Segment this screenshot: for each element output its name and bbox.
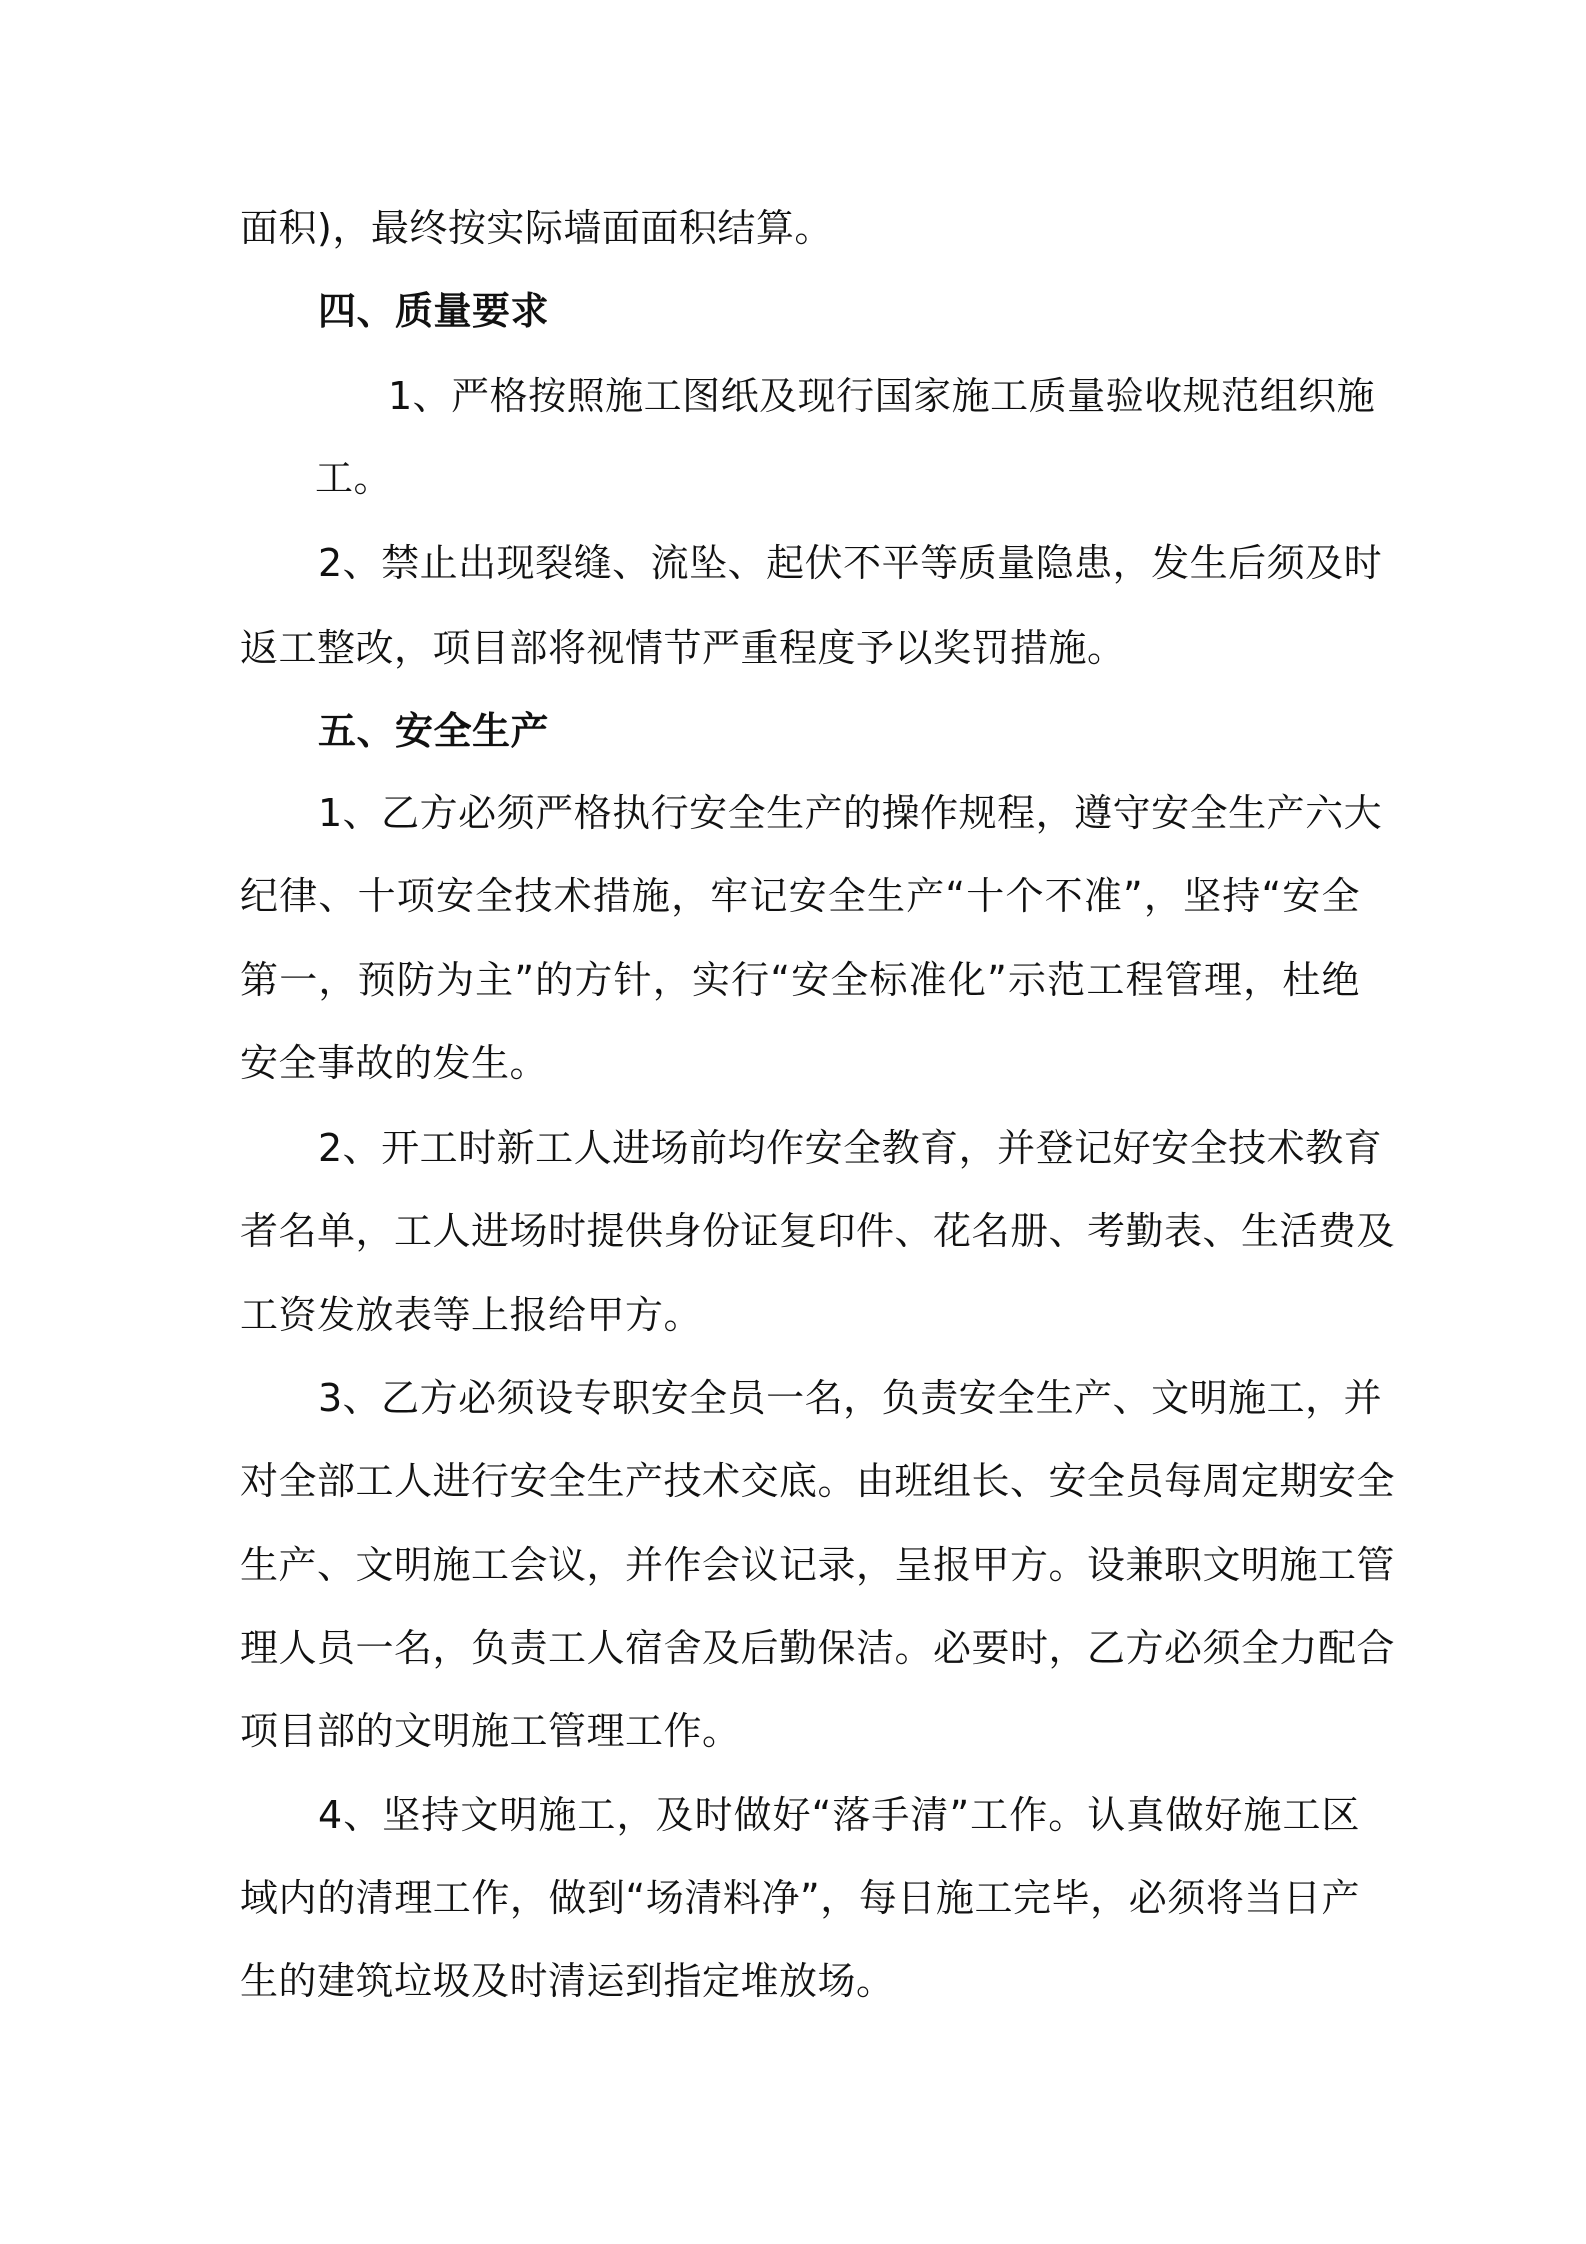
text-line: 面积)，最终按实际墙面面积结算。 (240, 206, 833, 250)
text-line: 理人员一名，负责工人宿舍及后勤保洁。必要时，乙方必须全力配合 (240, 1626, 1396, 1670)
text-line: 2、禁止出现裂缝、流坠、起伏不平等质量隐患，发生后须及时 (318, 541, 1383, 585)
text-line: 项目部的文明施工管理工作。 (240, 1709, 741, 1753)
text-line: 返工整改，项目部将视情节严重程度予以奖罚措施。 (240, 626, 1126, 670)
text-line: 生产、文明施工会议，并作会议记录，呈报甲方。设兼职文明施工管 (240, 1543, 1396, 1587)
text-line: 2、开工时新工人进场前均作安全教育，并登记好安全技术教育 (318, 1126, 1383, 1170)
text-line: 生的建筑垃圾及时清运到指定堆放场。 (240, 1959, 895, 2003)
text-line: 纪律、十项安全技术措施，牢记安全生产“十个不准”，坚持“安全 (240, 874, 1360, 918)
text-line: 3、乙方必须设专职安全员一名，负责安全生产、文明施工，并 (318, 1376, 1383, 1420)
section-heading-quality: 四、质量要求 (318, 289, 550, 333)
text-line: 4、坚持文明施工，及时做好“落手清”工作。认真做好施工区 (318, 1793, 1360, 1837)
text-line: 工。 (315, 456, 393, 500)
text-line: 1、乙方必须严格执行安全生产的操作规程，遵守安全生产六大 (318, 791, 1383, 835)
section-heading-safety: 五、安全生产 (318, 709, 550, 753)
text-line: 第一，预防为主”的方针，实行“安全标准化”示范工程管理，杜绝 (240, 958, 1360, 1002)
text-line: 1、严格按照施工图纸及现行国家施工质量验收规范组织施 (388, 374, 1376, 418)
text-line: 工资发放表等上报给甲方。 (240, 1293, 703, 1337)
text-line: 对全部工人进行安全生产技术交底。由班组长、安全员每周定期安全 (240, 1459, 1396, 1503)
text-line: 者名单，工人进场时提供身份证复印件、花名册、考勤表、生活费及 (240, 1209, 1396, 1253)
text-line: 域内的清理工作，做到“场清料净”，每日施工完毕，必须将当日产 (240, 1876, 1360, 1920)
text-line: 安全事故的发生。 (240, 1041, 549, 1085)
